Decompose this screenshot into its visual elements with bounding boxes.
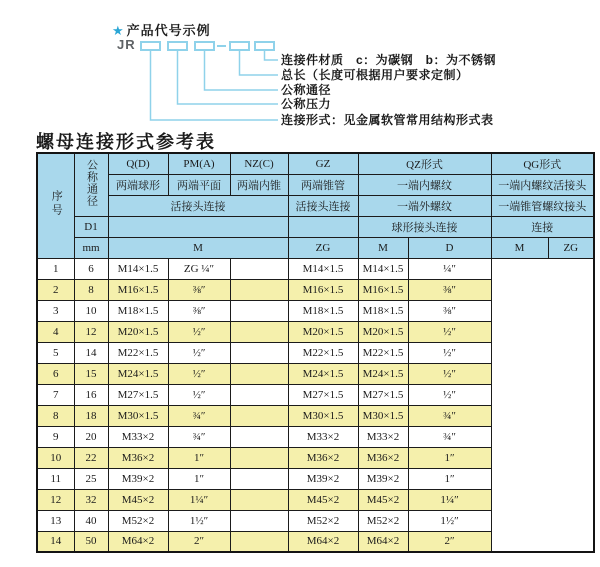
table-row (37, 489, 594, 510)
header-blank-gz (288, 216, 358, 237)
cell-qz-m (230, 426, 288, 447)
cell-qz-m (230, 321, 288, 342)
header-union-conn: 活接头连接 (108, 195, 288, 216)
cell-seq: 13 (37, 510, 74, 531)
cell-qg-zg: 1″ (408, 447, 491, 468)
header-nz-sub: 两端内锥 (230, 174, 288, 195)
cell-qg-zg: ½″ (408, 321, 491, 342)
cell-qg-m: M14×1.5 (358, 258, 408, 279)
cell-seq: 8 (37, 405, 74, 426)
cell-m-thread: M14×1.5 (108, 258, 168, 279)
cell-m-thread: M52×2 (108, 510, 168, 531)
cell-zg-taper: 1½″ (168, 510, 230, 531)
cell-seq: 2 (37, 279, 74, 300)
table-body (37, 258, 594, 552)
diagram-label-dn: 公称通径 (281, 83, 332, 97)
cell-dn-mm: 32 (74, 489, 108, 510)
cell-dn-mm: 25 (74, 468, 108, 489)
cell-qg-m: M52×2 (358, 510, 408, 531)
table-row (37, 531, 594, 552)
header-pm: PM(A) (168, 153, 230, 174)
table-header (37, 153, 594, 258)
table-row (37, 426, 594, 447)
cell-qg-zg: 1″ (408, 468, 491, 489)
header-q: Q(D) (108, 153, 168, 174)
product-code-heading-text: 产品代号示例 (126, 23, 211, 38)
cell-m-thread: M16×1.5 (108, 279, 168, 300)
header-qg-sub: 一端内螺纹活接头 (491, 174, 594, 195)
cell-qg-m: M30×1.5 (358, 405, 408, 426)
cell-qg-m: M20×1.5 (358, 321, 408, 342)
diagram-label-pressure: 公称压力 (281, 97, 332, 111)
cell-qg-m: M45×2 (358, 489, 408, 510)
cell-qz-d: M16×1.5 (288, 279, 358, 300)
diagram-label-length: 总长（长度可根据用户要求定制） (281, 68, 469, 82)
cell-seq: 10 (37, 447, 74, 468)
cell-qz-d: M27×1.5 (288, 384, 358, 405)
cell-qg-m: M22×1.5 (358, 342, 408, 363)
cell-qg-zg: 1½″ (408, 510, 491, 531)
header-qz-d: D (408, 237, 491, 258)
cell-qg-m: M33×2 (358, 426, 408, 447)
header-qg-conn: 连接 (491, 216, 594, 237)
header-qz-sub2: 一端外螺纹 (358, 195, 491, 216)
cell-qg-zg: ½″ (408, 342, 491, 363)
cell-qz-m (230, 531, 288, 552)
table-title: 螺母连接形式参考表 (36, 132, 216, 152)
cell-qg-m: M39×2 (358, 468, 408, 489)
header-m: M (108, 237, 288, 258)
header-gz-conn: 活接头连接 (288, 195, 358, 216)
table-row (37, 363, 594, 384)
cell-zg-taper: ½″ (168, 342, 230, 363)
cell-dn-mm: 8 (74, 279, 108, 300)
cell-zg-taper: 1″ (168, 447, 230, 468)
cell-dn-mm: 12 (74, 321, 108, 342)
cell-zg-taper: 1¼″ (168, 489, 230, 510)
cell-qz-m (230, 468, 288, 489)
cell-m-thread: M33×2 (108, 426, 168, 447)
cell-qz-d: M24×1.5 (288, 363, 358, 384)
cell-qz-d: M14×1.5 (288, 258, 358, 279)
cell-qz-d: M18×1.5 (288, 300, 358, 321)
cell-qg-zg: ¾″ (408, 426, 491, 447)
cell-qz-d: M45×2 (288, 489, 358, 510)
cell-qg-zg: 2″ (408, 531, 491, 552)
header-pm-sub: 两端平面 (168, 174, 230, 195)
header-q-sub: 两端球形 (108, 174, 168, 195)
cell-qg-zg: ½″ (408, 363, 491, 384)
header-d1: D1 (74, 216, 108, 237)
cell-zg-taper: ½″ (168, 384, 230, 405)
cell-zg-taper: ½″ (168, 363, 230, 384)
header-blank-m (108, 216, 288, 237)
header-mm: mm (74, 237, 108, 258)
cell-seq: 12 (37, 489, 74, 510)
cell-zg-taper: ½″ (168, 321, 230, 342)
cell-dn-mm: 15 (74, 363, 108, 384)
cell-seq: 7 (37, 384, 74, 405)
cell-qz-m (230, 447, 288, 468)
table-row (37, 468, 594, 489)
cell-qz-d: M20×1.5 (288, 321, 358, 342)
cell-qz-d: M36×2 (288, 447, 358, 468)
cell-seq: 4 (37, 321, 74, 342)
cell-zg-taper: ¾″ (168, 405, 230, 426)
cell-seq: 3 (37, 300, 74, 321)
header-qg-sub2: 一端锥管螺纹接头 (491, 195, 594, 216)
cell-m-thread: M27×1.5 (108, 384, 168, 405)
cell-zg-taper: ⅜″ (168, 300, 230, 321)
cell-dn-mm: 40 (74, 510, 108, 531)
cell-m-thread: M64×2 (108, 531, 168, 552)
cell-qz-m (230, 279, 288, 300)
cell-dn-mm: 14 (74, 342, 108, 363)
header-qz-m: M (358, 237, 408, 258)
cell-qg-zg: ⅜″ (408, 279, 491, 300)
cell-zg-taper: 1″ (168, 468, 230, 489)
cell-qz-d: M52×2 (288, 510, 358, 531)
header-qg-m: M (491, 237, 548, 258)
cell-qg-m: M16×1.5 (358, 279, 408, 300)
header-nz: NZ(C) (230, 153, 288, 174)
cell-seq: 14 (37, 531, 74, 552)
cell-seq: 6 (37, 363, 74, 384)
cell-m-thread: M22×1.5 (108, 342, 168, 363)
header-seq-label: 序号 (50, 190, 63, 219)
cell-seq: 9 (37, 426, 74, 447)
cell-qz-m (230, 510, 288, 531)
cell-m-thread: M18×1.5 (108, 300, 168, 321)
cell-zg-taper: ZG ¼″ (168, 258, 230, 279)
cell-qz-m (230, 342, 288, 363)
star-icon: ★ (112, 23, 125, 38)
cell-dn-mm: 10 (74, 300, 108, 321)
cell-zg-taper: 2″ (168, 531, 230, 552)
cell-qg-zg: ⅜″ (408, 300, 491, 321)
cell-qz-d: M22×1.5 (288, 342, 358, 363)
cell-dn-mm: 18 (74, 405, 108, 426)
cell-qz-m (230, 363, 288, 384)
cell-qz-m (230, 489, 288, 510)
cell-dn-mm: 20 (74, 426, 108, 447)
header-zg: ZG (288, 237, 358, 258)
header-dn (74, 153, 108, 216)
cell-seq: 5 (37, 342, 74, 363)
cell-qg-zg: ¾″ (408, 405, 491, 426)
table-row (37, 510, 594, 531)
cell-qg-zg: 1¼″ (408, 489, 491, 510)
cell-qz-d: M64×2 (288, 531, 358, 552)
table-row (37, 279, 594, 300)
cell-qz-m (230, 258, 288, 279)
cell-qg-m: M27×1.5 (358, 384, 408, 405)
cell-m-thread: M24×1.5 (108, 363, 168, 384)
table-row (37, 384, 594, 405)
cell-qg-m: M24×1.5 (358, 363, 408, 384)
table-row (37, 447, 594, 468)
cell-seq: 11 (37, 468, 74, 489)
table-row (37, 342, 594, 363)
header-gz-sub: 两端锥管 (288, 174, 358, 195)
nut-connection-reference-table (36, 152, 595, 553)
header-qg: QG形式 (491, 153, 594, 174)
header-seq (37, 153, 74, 258)
header-gz: GZ (288, 153, 358, 174)
cell-m-thread: M39×2 (108, 468, 168, 489)
cell-dn-mm: 22 (74, 447, 108, 468)
cell-m-thread: M20×1.5 (108, 321, 168, 342)
table-row (37, 300, 594, 321)
cell-dn-mm: 6 (74, 258, 108, 279)
table-row (37, 405, 594, 426)
cell-qg-zg: ½″ (408, 384, 491, 405)
table-row (37, 321, 594, 342)
cell-qz-d: M33×2 (288, 426, 358, 447)
cell-qg-m: M18×1.5 (358, 300, 408, 321)
cell-m-thread: M30×1.5 (108, 405, 168, 426)
header-qg-zg: ZG (548, 237, 594, 258)
cell-dn-mm: 16 (74, 384, 108, 405)
cell-qz-d: M39×2 (288, 468, 358, 489)
header-qz-sub: 一端内螺纹 (358, 174, 491, 195)
header-qz-conn: 球形接头连接 (358, 216, 491, 237)
cell-qz-d: M30×1.5 (288, 405, 358, 426)
cell-qg-zg: ¼″ (408, 258, 491, 279)
cell-zg-taper: ¾″ (168, 426, 230, 447)
cell-zg-taper: ⅜″ (168, 279, 230, 300)
cell-qg-m: M64×2 (358, 531, 408, 552)
cell-qz-m (230, 300, 288, 321)
diagram-label-material: 连接件材质 c：为碳钢 b：为不锈钢 (281, 53, 497, 67)
diagram-label-conn-form: 连接形式：见金属软管常用结构形式表 (281, 113, 494, 127)
cell-dn-mm: 50 (74, 531, 108, 552)
cell-m-thread: M36×2 (108, 447, 168, 468)
cell-qg-m: M36×2 (358, 447, 408, 468)
header-dn-label: 公称通径 (85, 159, 98, 208)
header-qz: QZ形式 (358, 153, 491, 174)
table-row (37, 258, 594, 279)
product-code-prefix: JR (117, 37, 136, 52)
cell-qz-m (230, 384, 288, 405)
cell-seq: 1 (37, 258, 74, 279)
cell-qz-m (230, 405, 288, 426)
cell-m-thread: M45×2 (108, 489, 168, 510)
